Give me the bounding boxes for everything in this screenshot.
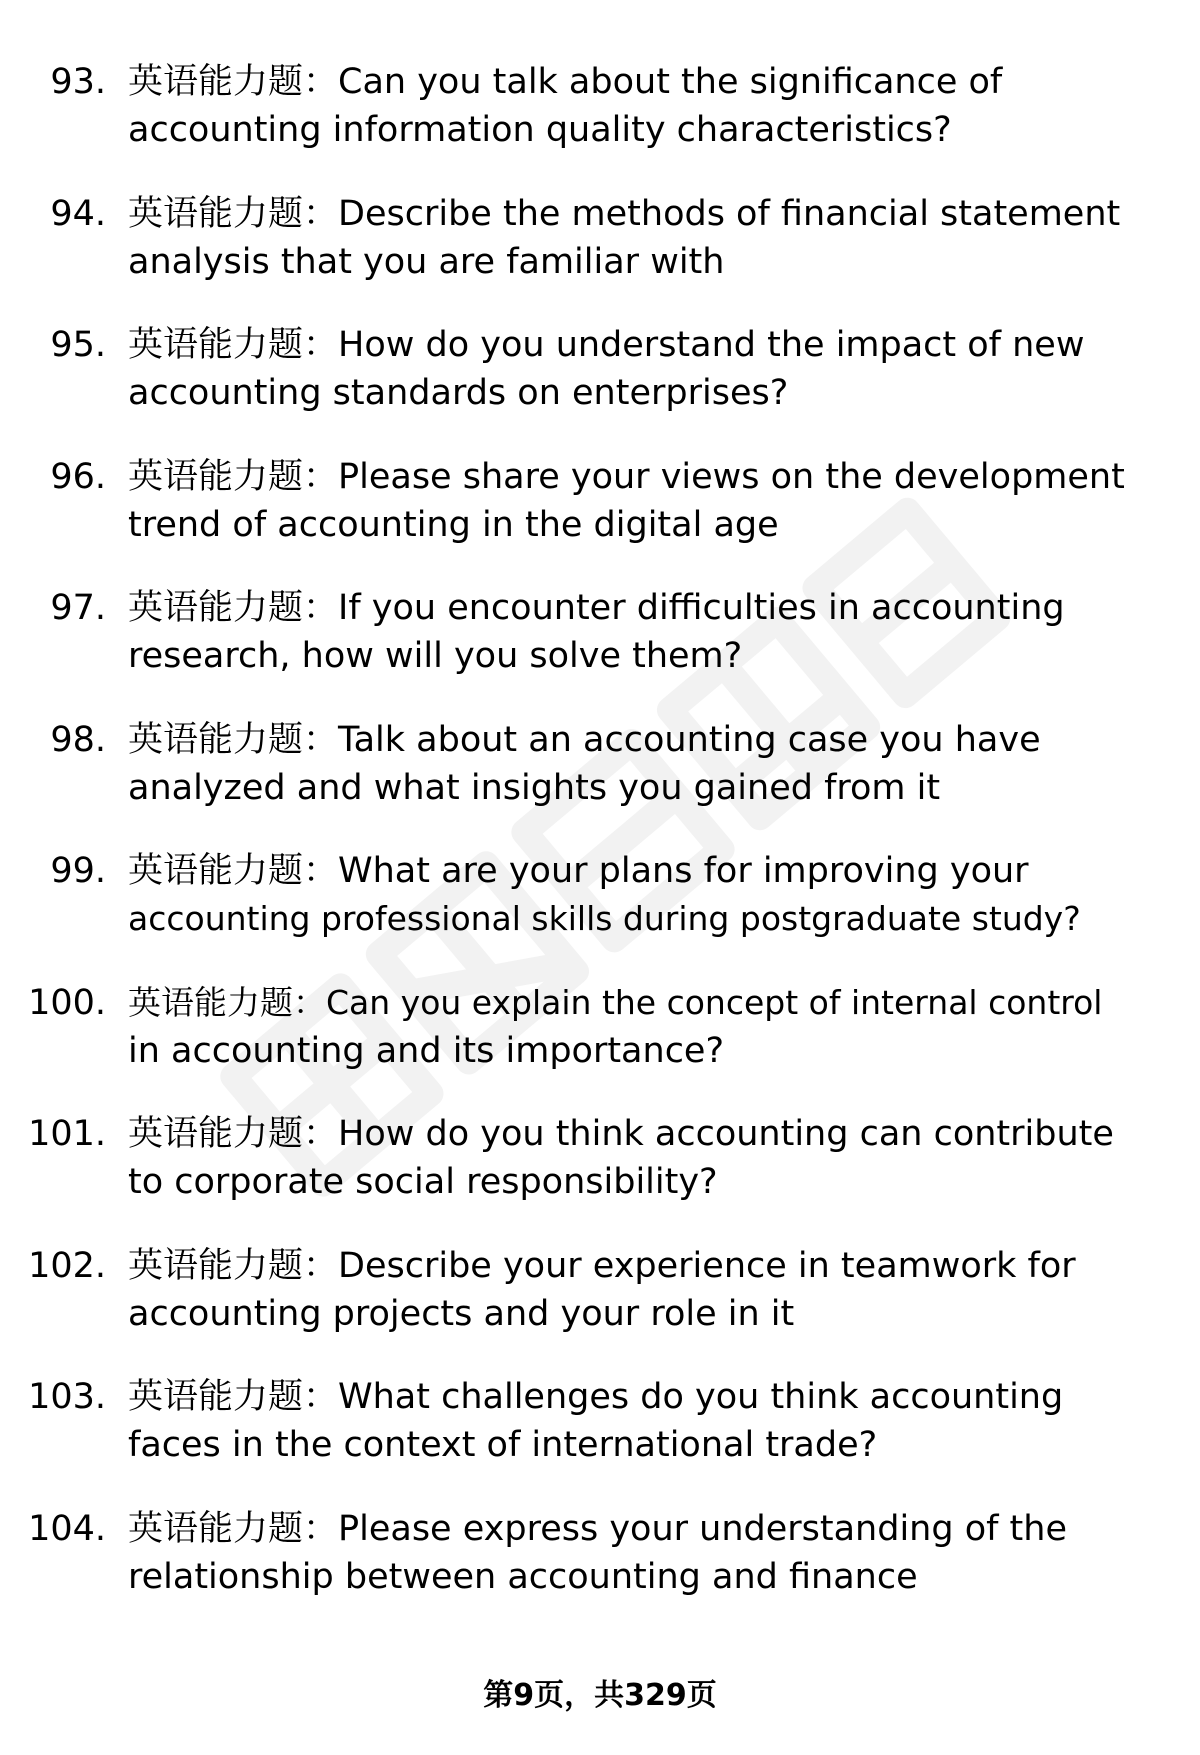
question-text [128,1373,1158,1469]
question-item [0,584,1200,716]
question-text [128,1505,1158,1601]
question-prefix: 英语能力题： [128,1245,339,1286]
question-line1: Describe your experience in teamwork for [338,1245,1076,1286]
question-line [128,1505,1158,1553]
question-prefix: 英语能力题： [128,325,339,365]
question-line2: to corporate social responsibility? [128,1162,718,1202]
question-text [128,716,1158,812]
question-line [128,321,1158,369]
question-line [128,1373,1158,1421]
question-line1: How do you think accounting can contribute [338,1114,1114,1154]
question-line1: How do you understand the impact of new [338,325,1085,365]
question-text [128,453,1158,549]
question-prefix: 英语能力题： [128,62,339,102]
question-prefix: 英语能力题： [128,193,339,234]
question-line2: accounting professional skills during postgraduate study? [128,899,1081,938]
page-number-footer: 第9页，共329页 [483,1678,717,1713]
question-text [128,584,1158,680]
question-line2: faces in the context of international trade? [128,1425,878,1465]
question-line [128,1242,1158,1290]
question-number: 97. [50,588,106,628]
question-line2: research, how will you solve them? [128,636,743,676]
question-prefix: 英语能力题： [128,1508,339,1549]
question-prefix: 英语能力题： [128,982,326,1022]
question-line [128,979,1158,1027]
question-line1: If you encounter difficulties in accounting [338,588,1065,628]
question-number: 100. [28,982,106,1023]
question-line [128,1110,1158,1158]
question-item [0,847,1200,979]
question-number: 99. [50,851,106,891]
question-item [0,321,1200,453]
question-line [128,453,1158,501]
question-item [0,453,1200,585]
question-number: 103. [28,1377,106,1417]
question-prefix: 英语能力题： [128,588,339,628]
question-prefix: 英语能力题： [128,1377,339,1417]
question-text [128,979,1158,1075]
question-number: 94. [50,193,106,234]
question-line2: accounting standards on enterprises? [128,373,789,413]
question-line1: Please express your understanding of the [338,1508,1067,1549]
question-item [0,716,1200,848]
question-number: 102. [28,1245,106,1286]
question-line [128,847,1158,895]
question-line2: analysis that you are familiar with [128,241,725,282]
question-number: 93. [50,62,106,102]
question-line1: What challenges do you think accounting [338,1377,1064,1417]
question-line2: relationship between accounting and finance [128,1556,918,1597]
question-line1: Describe the methods of financial statement [338,193,1121,234]
question-line [128,58,1158,106]
question-item [0,1373,1200,1505]
question-number: 96. [50,456,106,497]
question-number: 95. [50,325,106,365]
question-item [0,58,1200,190]
question-text [128,58,1158,154]
question-text [128,321,1158,417]
question-line [128,190,1158,238]
question-line2: trend of accounting in the digital age [128,504,779,545]
question-item [0,190,1200,322]
question-text [128,1110,1158,1206]
question-item [0,1505,1200,1637]
question-prefix: 英语能力题： [128,719,339,760]
question-line1: What are your plans for improving your [338,851,1029,891]
question-prefix: 英语能力题： [128,851,339,891]
question-item [0,1242,1200,1374]
question-line1: Can you explain the concept of internal control [326,982,1103,1022]
question-line1: Can you talk about the significance of [338,62,1003,102]
question-line1: Talk about an accounting case you have [338,719,1041,760]
question-item [0,1110,1200,1242]
question-list [0,58,1200,1636]
question-line2: accounting information quality characteristics? [128,110,952,150]
question-line2: analyzed and what insights you gained from it [128,767,941,808]
question-text [128,190,1158,286]
question-line [128,716,1158,764]
question-number: 98. [50,719,106,760]
question-line1: Please share your views on the development [338,456,1125,497]
question-number: 104. [28,1508,106,1549]
question-prefix: 英语能力题： [128,1114,339,1154]
question-text [128,1242,1158,1338]
question-number: 101. [28,1114,106,1154]
question-line [128,584,1158,632]
question-item [0,979,1200,1111]
question-text [128,847,1158,943]
question-prefix: 英语能力题： [128,456,339,497]
question-line2: accounting projects and your role in it [128,1293,795,1334]
question-line2: in accounting and its importance? [128,1030,725,1071]
